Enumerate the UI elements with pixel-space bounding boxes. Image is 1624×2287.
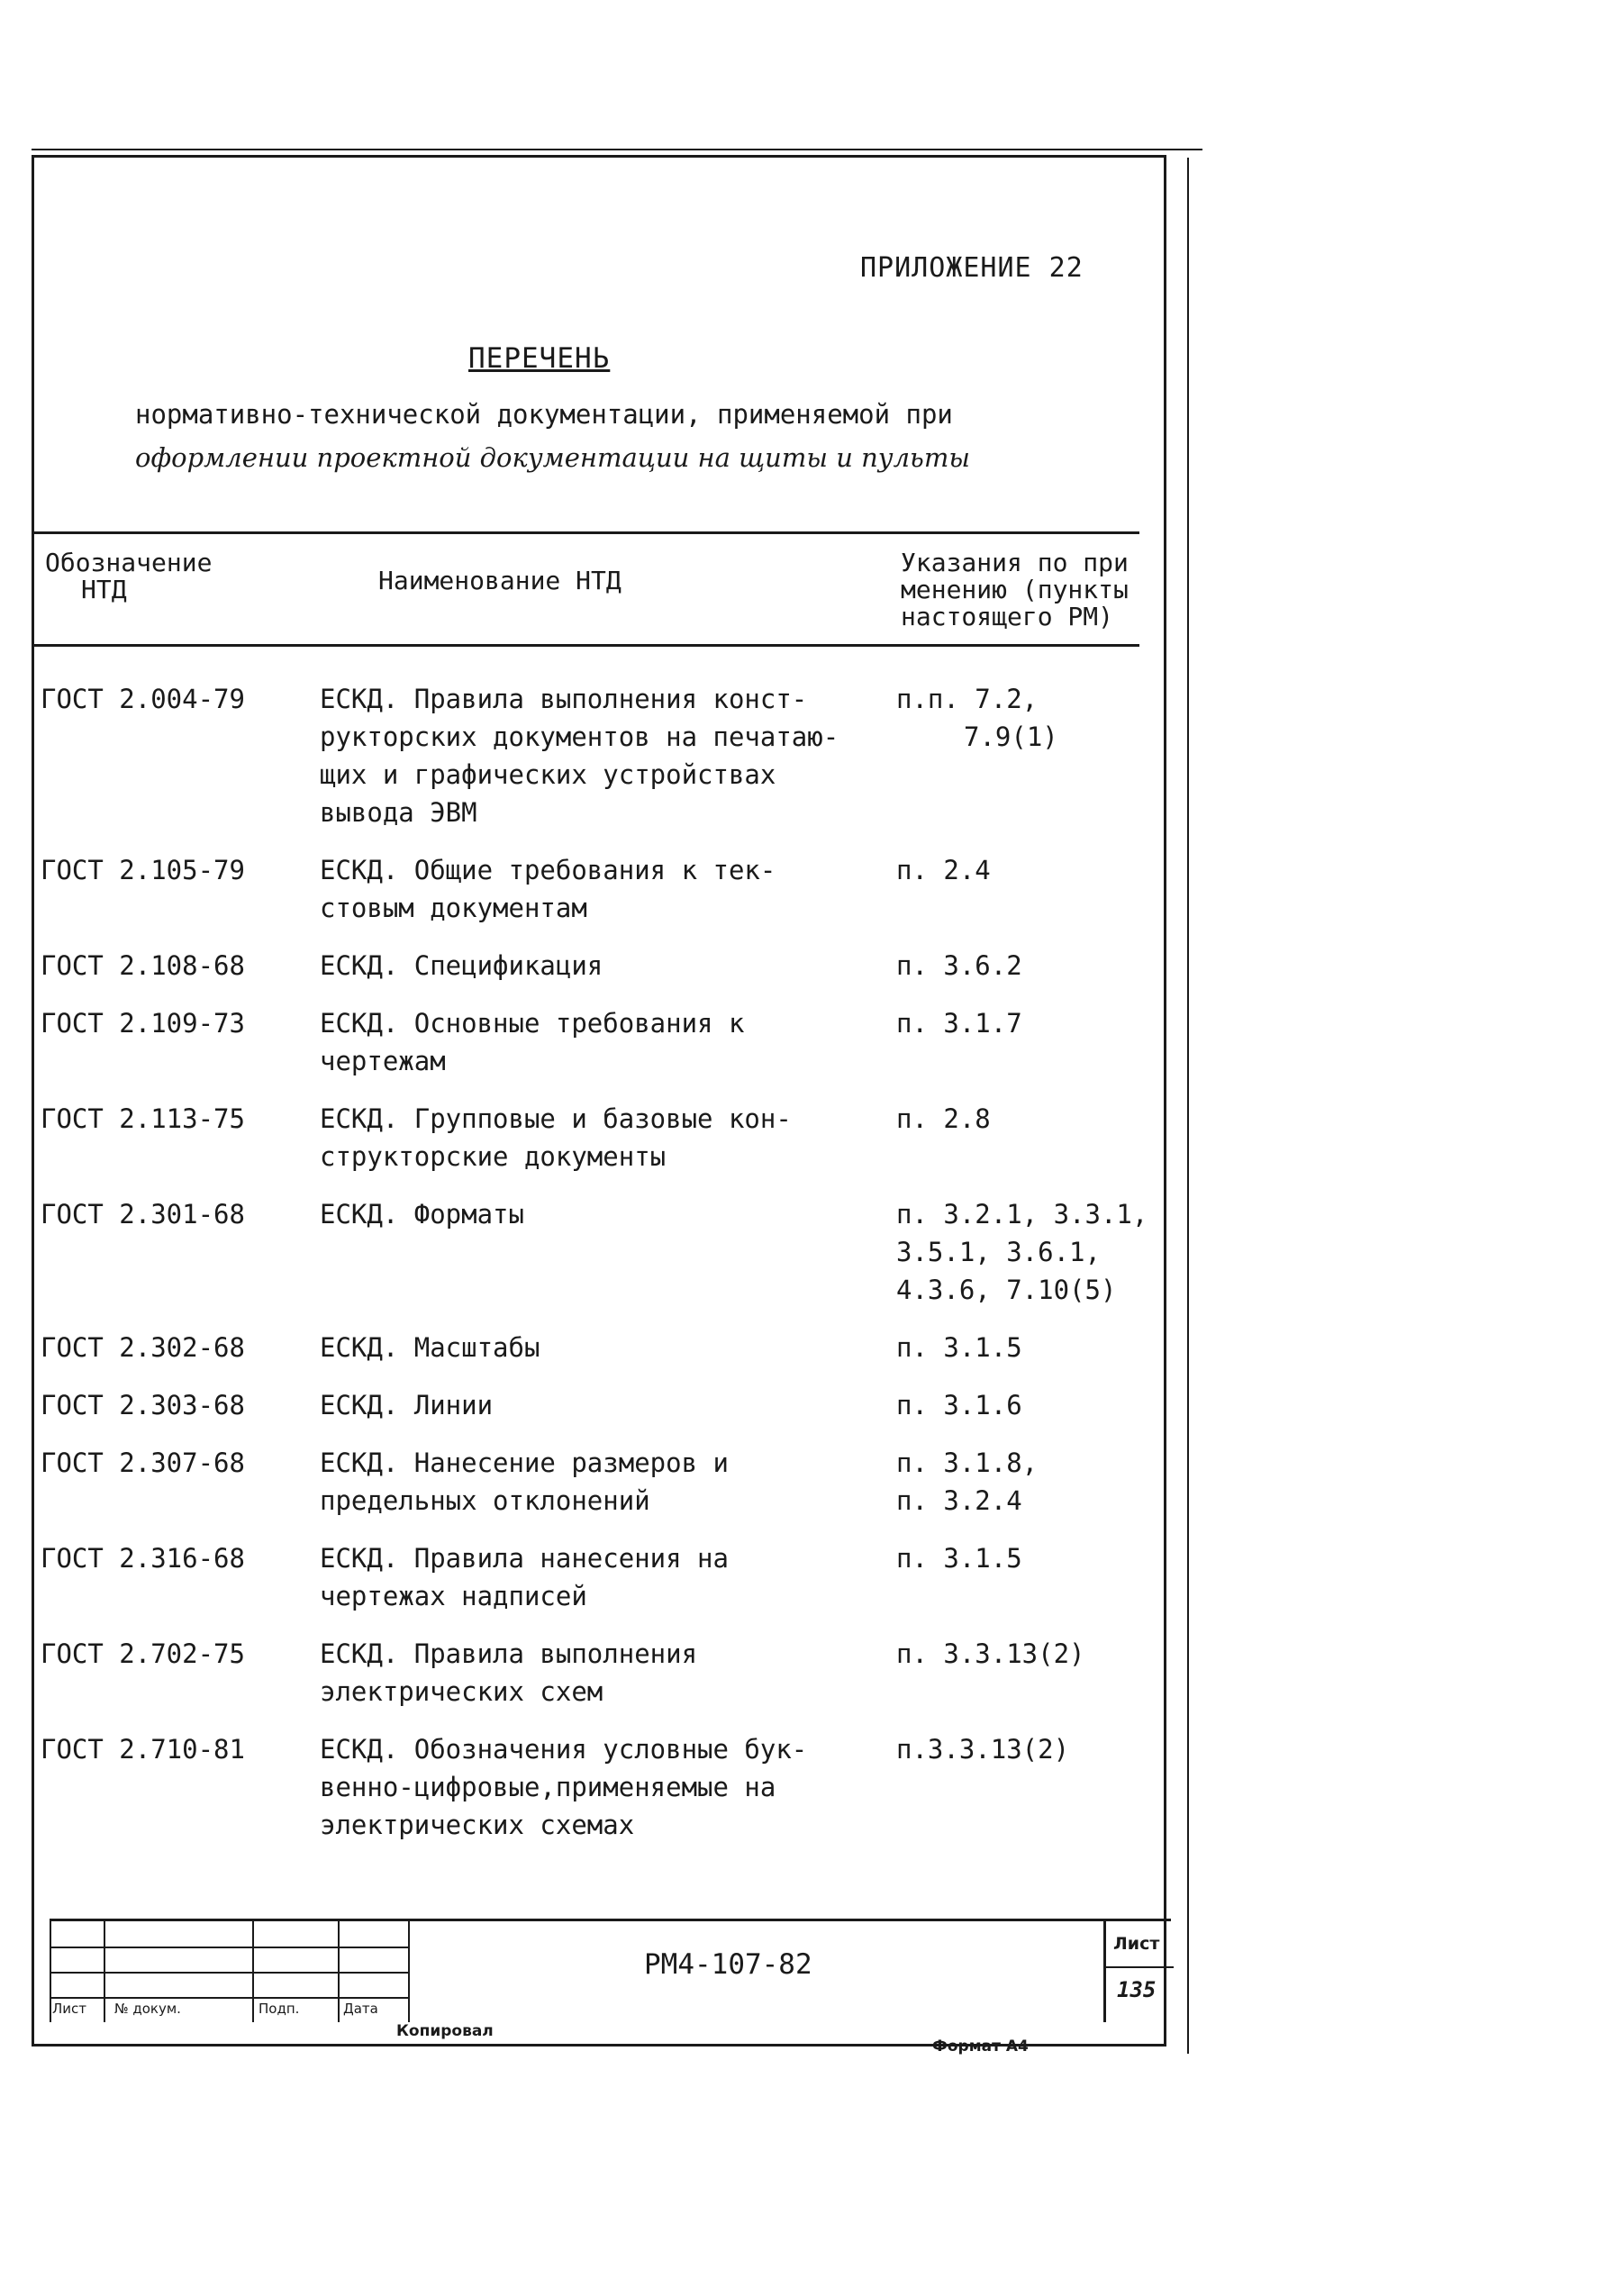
row-reference-line: п. 3.1.7 [896, 1008, 1022, 1039]
grid-line [50, 1947, 410, 1948]
title-block-col-sign: Подп. [259, 2001, 300, 2017]
grid-line [50, 1972, 410, 1974]
row-designation: ГОСТ 2.004-79 [41, 684, 245, 714]
column-header-designation [45, 549, 212, 604]
row-designation: ГОСТ 2.109-73 [41, 1008, 245, 1039]
row-name [320, 1195, 905, 1233]
row-name-line: ЕСКД. Правила выполнения [320, 1638, 698, 1669]
row-name-line: венно-цифровые,применяемые на [320, 1772, 776, 1802]
column-header-reference [901, 549, 1129, 631]
title-block-grid [50, 1921, 410, 2022]
row-reference-line: п. 3.1.8, [896, 1448, 1039, 1478]
row-reference-line: п. 3.2.1, 3.3.1, [896, 1199, 1148, 1230]
row-designation: ГОСТ 2.702-75 [41, 1638, 245, 1669]
row-name [320, 1635, 905, 1711]
title-block-col-sheet: Лист [52, 2001, 87, 2017]
row-name [320, 1539, 905, 1615]
row-name-line: ЕСКД. Линии [320, 1390, 494, 1420]
sheet-label: Лист [1113, 1934, 1160, 1954]
row-name-line: ЕСКД. Правила выполнения конст- [320, 684, 808, 714]
title-block-col-doc-no: № докум. [114, 2001, 181, 2017]
subtitle-line-1: нормативно-технической документации, применяемой при [135, 399, 953, 430]
table-top-rule [32, 531, 1139, 534]
row-reference [896, 1004, 1166, 1042]
row-reference [896, 680, 1166, 756]
row-name-line: щих и графических устройствах [320, 759, 776, 790]
row-name-line: ЕСКД. Основные требования к [320, 1008, 745, 1039]
column-header-designation-line2: НТД [81, 575, 127, 604]
page-title: ПЕРЕЧЕНЬ [468, 342, 611, 375]
row-name [320, 947, 905, 985]
row-reference [896, 1100, 1166, 1138]
column-header-reference-line2: менению (пункты [901, 575, 1129, 604]
row-designation: ГОСТ 2.307-68 [41, 1448, 245, 1478]
column-header-designation-line1: Обозначение [45, 548, 213, 577]
row-name-line: вывода ЭВМ [320, 797, 477, 828]
row-reference-line: 4.3.6, 7.10(5) [896, 1275, 1117, 1305]
row-reference [896, 1730, 1166, 1768]
row-designation: ГОСТ 2.302-68 [41, 1332, 245, 1363]
format-label: Формат А4 [932, 2037, 1029, 2056]
sheet-box-separator [1106, 1966, 1174, 1968]
row-name-line: ЕСКД. Общие требования к тек- [320, 855, 776, 885]
row-reference-line: п. 3.3.13(2) [896, 1638, 1085, 1669]
frame-right-line [1187, 158, 1189, 2054]
row-name-line: электрических схем [320, 1676, 603, 1707]
row-name-line: структорские документы [320, 1141, 667, 1172]
row-designation: ГОСТ 2.303-68 [41, 1390, 245, 1420]
row-name [320, 1329, 905, 1366]
table-header-rule [32, 644, 1139, 647]
row-reference-line: п. 3.1.5 [896, 1332, 1022, 1363]
row-designation: ГОСТ 2.710-81 [41, 1734, 245, 1765]
row-name-line: предельных отклонений [320, 1485, 650, 1516]
row-reference [896, 1444, 1166, 1520]
row-reference-line: 3.5.1, 3.6.1, [896, 1237, 1101, 1267]
sheet-number: 135 [1117, 1977, 1157, 2002]
copied-by-label: Копировал [396, 2022, 494, 2040]
row-name-line: ЕСКД. Групповые и базовые кон- [320, 1103, 792, 1134]
row-name-line: чертежам [320, 1046, 446, 1076]
row-designation: ГОСТ 2.113-75 [41, 1103, 245, 1134]
row-name-line: ЕСКД. Масштабы [320, 1332, 540, 1363]
row-name-line: ЕСКД. Спецификация [320, 950, 603, 981]
row-reference [896, 1635, 1166, 1673]
row-designation: ГОСТ 2.316-68 [41, 1543, 245, 1574]
row-reference-line: п.3.3.13(2) [896, 1734, 1070, 1765]
row-reference [896, 851, 1166, 889]
row-reference-line: п. 3.1.6 [896, 1390, 1022, 1420]
row-name [320, 1004, 905, 1080]
row-designation: ГОСТ 2.108-68 [41, 950, 245, 981]
row-name [320, 1100, 905, 1175]
column-header-reference-line3: настоящего РМ) [901, 602, 1114, 631]
row-designation: ГОСТ 2.105-79 [41, 855, 245, 885]
row-reference [896, 1329, 1166, 1366]
row-reference-line: п.п. 7.2, [896, 684, 1039, 714]
row-reference-line: п. 3.2.4 [896, 1485, 1022, 1516]
title-block-col-date: Дата [343, 2001, 378, 2017]
row-name-line: электрических схемах [320, 1810, 635, 1840]
subtitle-line-2: оформлении проектной документации на щиты и пульты [135, 442, 970, 473]
grid-line [50, 1997, 410, 1999]
row-reference-line: 7.9(1) [964, 721, 1058, 752]
row-name [320, 680, 905, 831]
row-name-line: ЕСКД. Форматы [320, 1199, 524, 1230]
appendix-label: ПРИЛОЖЕНИЕ 22 [860, 252, 1084, 284]
row-reference [896, 1195, 1166, 1309]
row-name [320, 851, 905, 927]
row-reference-line: п. 2.8 [896, 1103, 991, 1134]
row-name [320, 1730, 905, 1844]
row-name-line: чертежах надписей [320, 1581, 587, 1611]
row-name-line: рукторских документов на печатаю- [320, 721, 839, 752]
column-header-reference-line1: Указания по при [901, 548, 1129, 577]
row-name-line: ЕСКД. Нанесение размеров и [320, 1448, 729, 1478]
row-name [320, 1444, 905, 1520]
row-name-line: ЕСКД. Правила нанесения на [320, 1543, 729, 1574]
row-name-line: ЕСКД. Обозначения условные бук- [320, 1734, 808, 1765]
frame-top-line [32, 149, 1202, 150]
row-reference-line: п. 2.4 [896, 855, 991, 885]
document-code: РМ4-107-82 [644, 1948, 812, 1981]
row-designation: ГОСТ 2.301-68 [41, 1199, 245, 1230]
row-name-line: стовым документам [320, 893, 587, 923]
row-reference [896, 1386, 1166, 1424]
sheet-number-box [1103, 1921, 1174, 2022]
row-reference [896, 947, 1166, 985]
row-reference [896, 1539, 1166, 1577]
column-header-name: Наименование НТД [378, 566, 621, 595]
row-name [320, 1386, 905, 1424]
title-block [50, 1919, 1171, 2022]
row-reference-line: п. 3.1.5 [896, 1543, 1022, 1574]
row-reference-line: п. 3.6.2 [896, 950, 1022, 981]
